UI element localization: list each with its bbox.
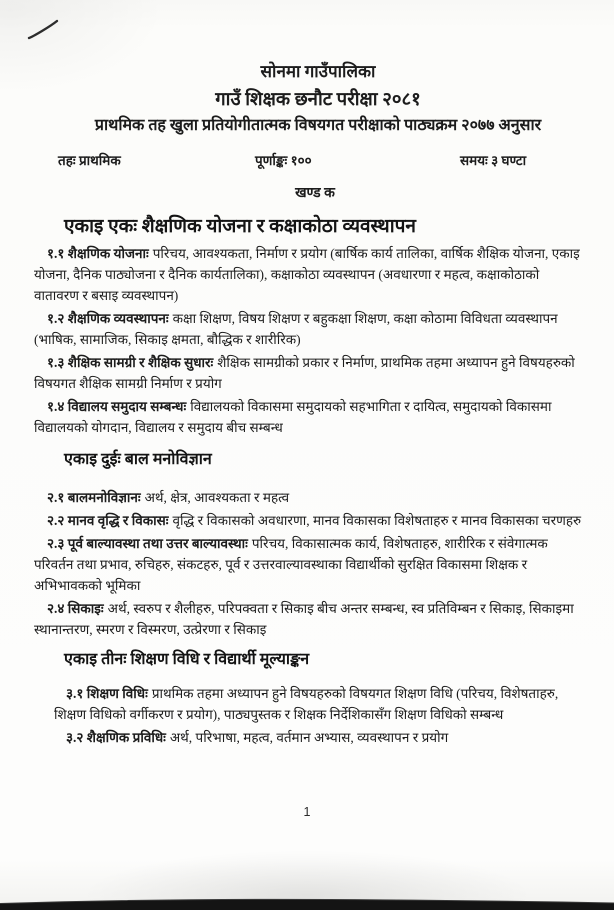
unit-3-heading: एकाइ तीनः शिक्षण विधि र विद्यार्थी मूल्याङ्कन	[64, 651, 310, 668]
item-body: परिचय, विकासात्मक कार्य, विशेषताहरु, शारीरिक र संवेगात्मक परिवर्तन तथा प्रभाव, रुचिहरु, संकटहरु, पूर्व र उत्तरवाल्यावस्थाका विद्यार्थीको सुरक्षित विकासमा शिक्षक र अभिभावकको भूमिका	[34, 536, 548, 593]
item-lead: १.२ शैक्षणिक व्यवस्थापनः	[47, 311, 169, 326]
item-body: विद्यालयको विकासमा समुदायको सहभागिता र दायित्व, समुदायको विकासमा विद्यालयको योगदान, विद्यालय र समुदाय बीच सम्बन्ध	[34, 399, 552, 435]
item-body: परिचय, आवश्यकता, निर्माण र प्रयोग (बार्षिक कार्य तालिका, वार्षिक शैक्षिक योजना, एकाइ योजना, दैनिक पाठ्योजना र दैनिक कार्यतालिका), कक्षाकोठा व्यवस्थापन (अवधारणा र महत्व, कक्षाकोठाको वातावरण र बसाइ व्यवस्थापन)	[34, 246, 580, 303]
level-label: तहः प्राथमिक	[58, 153, 121, 168]
unit-2-heading: एकाइ दुईः बाल मनोविज्ञान	[64, 451, 212, 468]
item-lead: १.३ शैक्षिक सामग्री र शैक्षिक सुधारः	[47, 355, 214, 370]
item-body: शैक्षिक सामग्रीको प्रकार र निर्माण, प्राथमिक तहमा अध्यापन हुने विषयहरुको विषयगत शैक्षिक सामग्री निर्माण र प्रयोग	[34, 355, 575, 391]
unit-3	[0, 649, 614, 748]
unit-1-heading: एकाइ एकः शैक्षणिक योजना र कक्षाकोठा व्यवस्थापन	[64, 216, 416, 237]
item-lead: २.२ मानव वृद्धि र विकासः	[47, 513, 169, 528]
municipality-title: सोनमा गाउँपालिका	[260, 62, 376, 81]
syllabus-item-2-3	[34, 533, 582, 596]
item-lead: २.३ पूर्व बाल्यावस्था तथा उत्तर बाल्यावस्थाः	[47, 536, 248, 551]
item-body: अर्थ, स्वरुप र शैलीहरु, परिपक्वता र सिकाइ बीच अन्तर सम्बन्ध, स्व प्रतिविम्बन र सिकाइ, सिकाइमा स्थानान्तरण, स्मरण र विस्मरण, उत्प्रेरणा र सिकाइ	[34, 601, 574, 637]
syllabus-item-2-1	[34, 487, 582, 508]
syllabus-item-2-4	[34, 598, 582, 640]
item-lead: १.४ विद्यालय समुदाय सम्बन्धः	[47, 399, 187, 414]
item-body: वृद्धि र विकासको अवधारणा, मानव विकासका विशेषताहरु र मानव विकासका चरणहरु	[172, 513, 582, 528]
full-marks-label: पूर्णाङ्कः १००	[255, 153, 312, 168]
page-number: 1	[303, 805, 311, 819]
section-label: खण्ड क	[295, 186, 335, 201]
time-label: समयः ३ घण्टा	[460, 153, 527, 168]
unit-2	[0, 449, 614, 640]
syllabus-item-2-2	[34, 510, 582, 531]
syllabus-item-3-1	[54, 683, 586, 725]
curriculum-subtitle: प्राथमिक तह खुला प्रतियोगीतात्मक विषयगत परीक्षाको पाठ्यक्रम २०७७ अनुसार	[94, 117, 542, 134]
item-lead: ३.२ शैक्षणिक प्रविधिः	[66, 730, 166, 745]
item-lead: १.१ शैक्षणिक योजनाः	[47, 246, 149, 261]
document-header	[0, 0, 614, 138]
item-body: अर्थ, परिभाषा, महत्व, वर्तमान अभ्यास, व्यवस्थापन र प्रयोग	[169, 730, 449, 745]
exam-title: गाउँ शिक्षक छनौट परीक्षा २०८१	[215, 90, 421, 110]
unit-1	[0, 213, 614, 438]
item-body: कक्षा शिक्षण, विषय शिक्षण र बहुकक्षा शिक्षण, कक्षा कोठामा विविधता व्यवस्थापन (भाषिक, सामाजिक, सिकाइ क्षमता, बौद्धिक र शारीरिक)	[34, 311, 558, 347]
exam-meta-row	[0, 151, 614, 173]
syllabus-item-1-3	[34, 352, 582, 394]
scan-edge-shadow	[0, 894, 614, 910]
item-body: प्राथमिक तहमा अध्यापन हुने विषयहरुको विषयगत शिक्षण विधि (परिचय, विशेषताहरु, शिक्षण विधिको वर्गीकरण र प्रयोग), पाठ्यपुस्तक र शिक्षक निर्देशिकासँग शिक्षण विधिको सम्बन्ध	[54, 686, 559, 722]
item-lead: २.१ बालमनोविज्ञानः	[47, 490, 141, 505]
syllabus-item-3-2	[54, 727, 586, 748]
pen-stroke-icon	[22, 12, 68, 46]
item-lead: २.४ सिकाइः	[47, 601, 104, 616]
syllabus-item-1-1	[34, 243, 582, 306]
item-body: अर्थ, क्षेत्र, आवश्यकता र महत्व	[144, 490, 290, 505]
item-lead: ३.१ शिक्षण विधिः	[66, 686, 148, 701]
syllabus-item-1-4	[34, 396, 582, 438]
syllabus-item-1-2	[34, 308, 582, 350]
